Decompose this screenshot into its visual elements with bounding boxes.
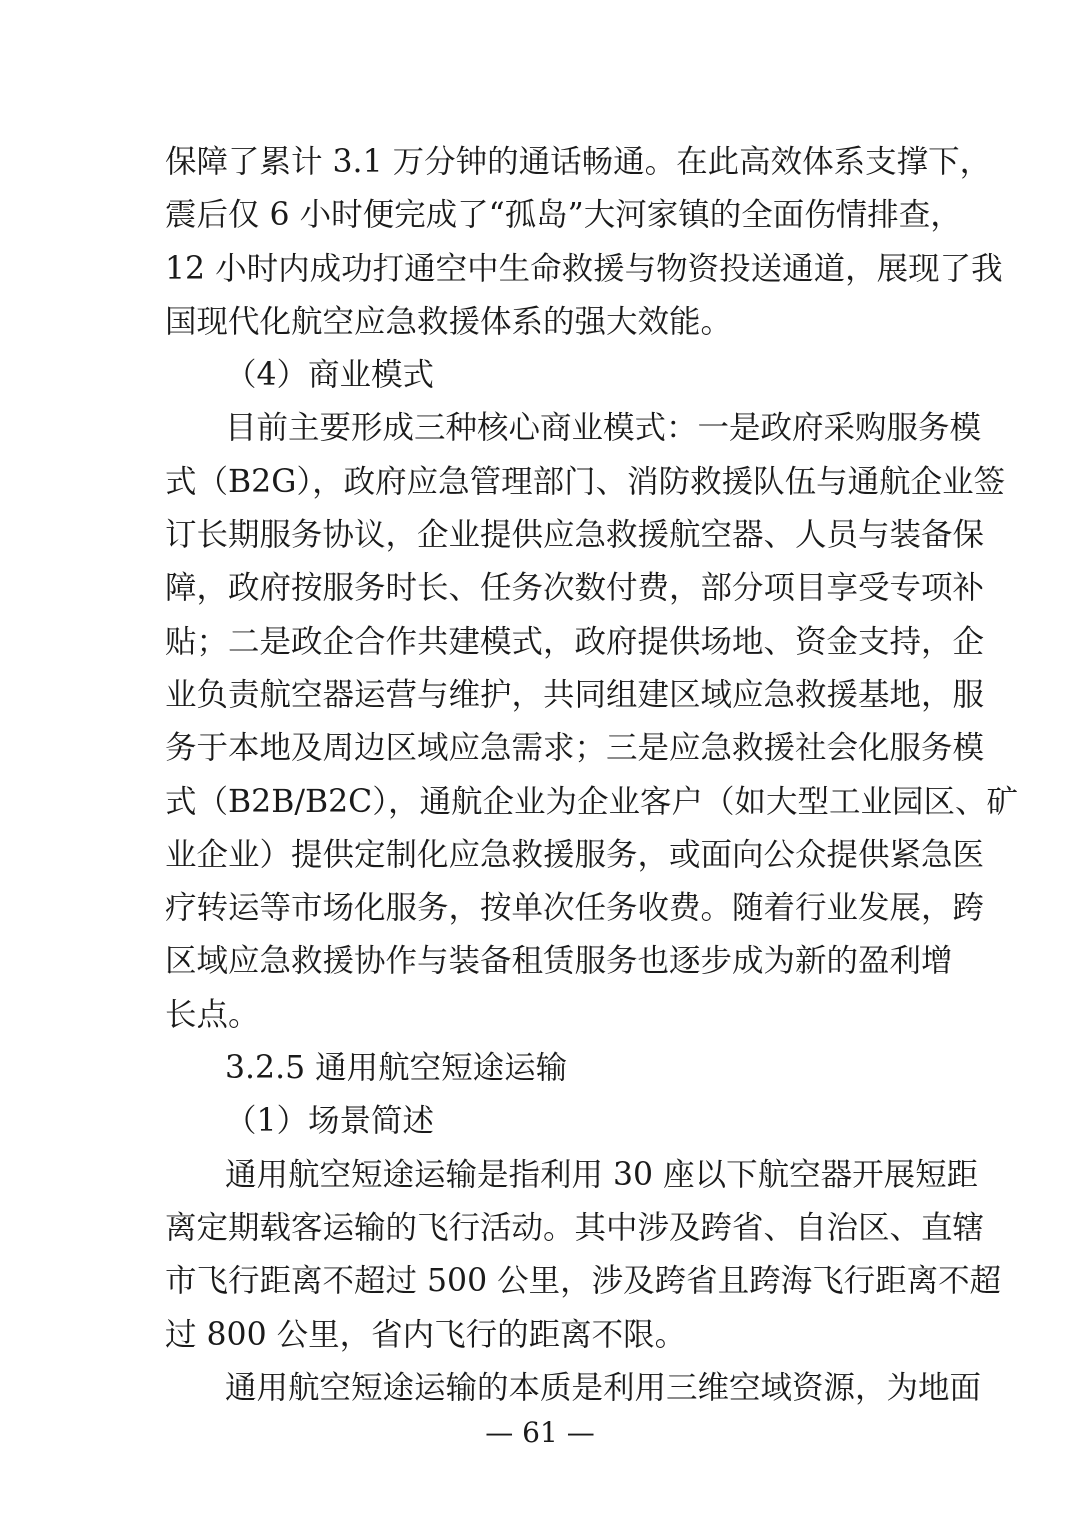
section-heading: （4）商业模式 <box>225 357 435 394</box>
text-line: 式（B2G），政府应急管理部门、消防救援队伍与通航企业签 <box>165 463 1006 500</box>
text-line: 式（B2B/B2C），通航企业为企业客户（如大型工业园区、矿 <box>165 783 1018 820</box>
text-line: 通用航空短途运输是指利用 30 座以下航空器开展短距 <box>225 1156 979 1193</box>
text-line: 保障了累计 3.1 万分钟的通话畅通。在此高效体系支撑下， <box>165 144 992 180</box>
text-line: 疗转运等市场化服务，按单次任务收费。随着行业发展，跨 <box>165 890 985 927</box>
text-line: 区域应急救援协作与装备租赁服务也逐步成为新的盈利增 <box>165 943 953 980</box>
subsection-heading: （1）场景简述 <box>225 1103 435 1140</box>
text-line: 市飞行距离不超过 500 公里，涉及跨省且跨海飞行距离不超 <box>165 1263 1002 1300</box>
text-line: 订长期服务协议，企业提供应急救援航空器、人员与装备保 <box>165 517 985 554</box>
page-number: — 61 — <box>485 1416 595 1449</box>
text-line: 离定期载客运输的飞行活动。其中涉及跨省、自治区、直辖 <box>165 1209 985 1246</box>
text-line: 震后仅 6 小时便完成了“孤岛”大河家镇的全面伤情排查， <box>165 197 962 234</box>
text-line: 障，政府按服务时长、任务次数付费，部分项目享受专项补 <box>165 570 985 607</box>
text-line: 国现代化航空应急救援体系的强大效能。 <box>165 303 733 340</box>
text-line: 长点。 <box>165 996 260 1033</box>
document-body <box>165 136 1018 1415</box>
text-line: 务于本地及周边区域应急需求；三是应急救援社会化服务模 <box>165 730 985 767</box>
text-line: 贴；二是政企合作共建模式，政府提供场地、资金支持，企 <box>165 623 985 660</box>
text-line: 业负责航空器运营与维护，共同组建区域应急救援基地，服 <box>165 676 985 713</box>
section-heading: 3.2.5 通用航空短途运输 <box>225 1050 568 1087</box>
text-line: 通用航空短途运输的本质是利用三维空域资源，为地面 <box>225 1369 982 1406</box>
text-line: 目前主要形成三种核心商业模式：一是政府采购服务模 <box>225 410 982 447</box>
text-line: 过 800 公里，省内飞行的距离不限。 <box>165 1316 687 1353</box>
text-line: 业企业）提供定制化应急救援服务，或面向公众提供紧急医 <box>165 836 985 873</box>
text-line: 12 小时内成功打通空中生命救援与物资投送通道，展现了我 <box>165 250 1003 287</box>
